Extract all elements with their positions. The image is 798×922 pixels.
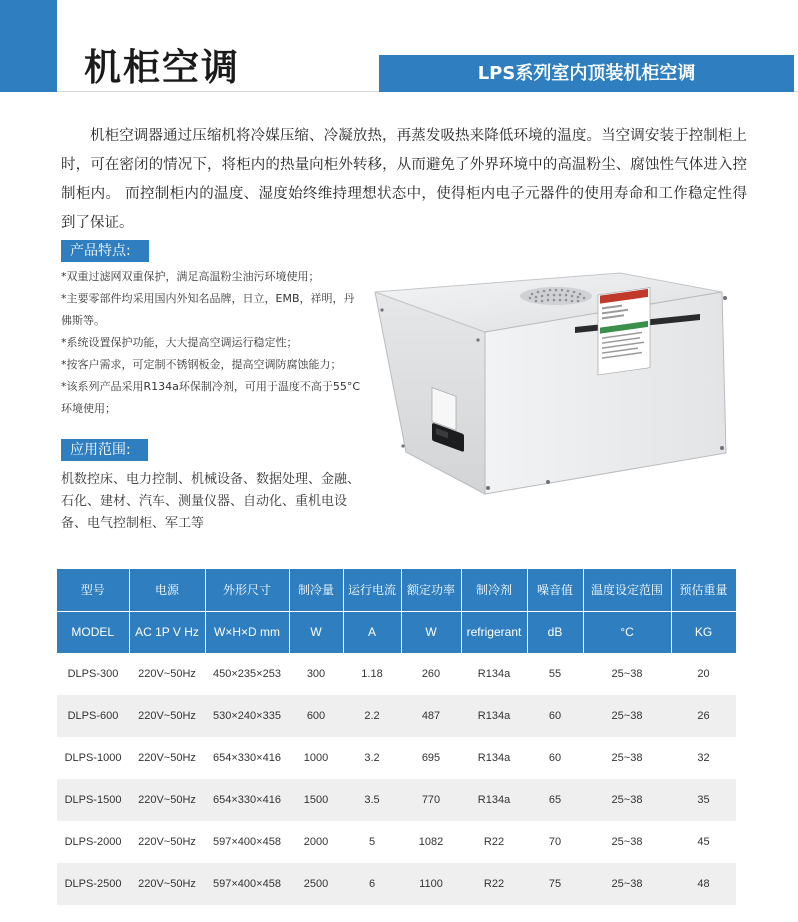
col-unit-header: refrigerant [461,611,527,653]
col-unit-header: A [343,611,401,653]
table-cell: 26 [671,695,736,737]
table-cell: 1082 [401,821,461,863]
table-cell: 487 [401,695,461,737]
table-cell: 654×330×416 [205,779,289,821]
table-cell: R134a [461,695,527,737]
spec-table [57,569,737,905]
table-cell: 260 [401,653,461,695]
feature-item: *系统设置保护功能，大大提高空调运行稳定性； [61,336,298,349]
table-cell: 2.2 [343,695,401,737]
col-header: 制冷量 [289,569,343,611]
table-cell: 530×240×335 [205,695,289,737]
table-cell: 55 [527,653,583,695]
table-cell: 45 [671,821,736,863]
col-header: 制冷剂 [461,569,527,611]
table-cell: R22 [461,863,527,905]
col-header: 电源 [129,569,205,611]
table-cell: R134a [461,737,527,779]
table-cell: 20 [671,653,736,695]
table-cell: DLPS-2000 [57,821,129,863]
table-cell: 3.2 [343,737,401,779]
table-cell: 25~38 [583,863,671,905]
table-cell: 220V~50Hz [129,863,205,905]
table-cell: R22 [461,821,527,863]
table-cell: 600 [289,695,343,737]
series-subtitle: LPS系列室内顶装机柜空调 [379,55,794,92]
col-unit-header: dB [527,611,583,653]
table-cell: 25~38 [583,821,671,863]
table-row [57,863,736,905]
table-cell: R134a [461,653,527,695]
table-header-row-en [57,611,736,653]
table-cell: 25~38 [583,695,671,737]
table-cell: 220V~50Hz [129,695,205,737]
feature-item: *双重过滤网双重保护，满足高温粉尘油污环境使用； [61,270,320,283]
col-unit-header: W [401,611,461,653]
col-unit-header: W×H×D mm [205,611,289,653]
table-cell: R134a [461,779,527,821]
features-heading: 产品特点: [61,240,149,262]
col-unit-header: W [289,611,343,653]
table-cell: 35 [671,779,736,821]
feature-item: *按客户需求，可定制不锈钢板金，提高空调防腐蚀能力； [61,358,342,371]
table-cell: 2000 [289,821,343,863]
applications-text: 机数控床、电力控制、机械设备、数据处理、金融、石化、建材、汽车、测量仪器、自动化、重机电设备、电气控制柜、军工等 [61,472,361,531]
table-cell: 25~38 [583,653,671,695]
table-cell: DLPS-300 [57,653,129,695]
col-unit-header: AC 1P V Hz [129,611,205,653]
table-cell: DLPS-2500 [57,863,129,905]
col-header: 运行电流 [343,569,401,611]
table-cell: 25~38 [583,737,671,779]
table-cell: 300 [289,653,343,695]
cabinet-air-conditioner-image [370,270,798,500]
table-cell: 450×235×253 [205,653,289,695]
corner-accent-block [0,0,57,92]
table-cell: 654×330×416 [205,737,289,779]
col-header: 噪音值 [527,569,583,611]
col-header: 预估重量 [671,569,736,611]
col-unit-header: KG [671,611,736,653]
table-cell: 220V~50Hz [129,779,205,821]
col-header: 额定功率 [401,569,461,611]
table-cell: 32 [671,737,736,779]
col-unit-header: °C [583,611,671,653]
intro-paragraph: 机柜空调器通过压缩机将冷媒压缩、冷凝放热，再蒸发吸热来降低环境的温度。当空调安装于控制柜上时，可在密闭的情况下，将柜内的热量向柜外转移，从而避免了外界环境中的高温粉尘、腐蚀性气体进入控制柜内。 而控制柜内的温度、湿度始终维持理想状态中，使得柜内电子元器件的使用寿命和工作稳定性得到了保证。 [61,128,747,231]
table-cell: 1500 [289,779,343,821]
table-cell: 2500 [289,863,343,905]
features-list [61,266,361,420]
feature-item: *该系列产品采用R134a环保制冷剂，可用于温度不高于55°C环境使用； [61,380,361,415]
table-row [57,737,736,779]
table-cell: 25~38 [583,779,671,821]
table-cell: 1.18 [343,653,401,695]
table-cell: DLPS-1500 [57,779,129,821]
col-header: 温度设定范围 [583,569,671,611]
spec-table-body [57,653,736,905]
table-cell: 70 [527,821,583,863]
table-cell: 597×400×458 [205,863,289,905]
table-cell: 60 [527,695,583,737]
table-cell: 597×400×458 [205,821,289,863]
col-header: 型号 [57,569,129,611]
table-cell: 60 [527,737,583,779]
table-cell: 6 [343,863,401,905]
table-cell: 65 [527,779,583,821]
table-cell: 1100 [401,863,461,905]
table-cell: 695 [401,737,461,779]
table-cell: 220V~50Hz [129,737,205,779]
table-cell: 5 [343,821,401,863]
col-header: 外形尺寸 [205,569,289,611]
table-cell: 220V~50Hz [129,821,205,863]
table-cell: DLPS-1000 [57,737,129,779]
table-cell: 75 [527,863,583,905]
table-cell: DLPS-600 [57,695,129,737]
table-cell: 1000 [289,737,343,779]
table-row [57,653,736,695]
table-row [57,695,736,737]
table-cell: 220V~50Hz [129,653,205,695]
table-cell: 770 [401,779,461,821]
table-cell: 3.5 [343,779,401,821]
table-row [57,779,736,821]
applications-heading: 应用范围: [61,439,148,461]
vent-grille [520,287,592,305]
table-cell: 48 [671,863,736,905]
page-title: 机柜空调 [84,46,240,89]
table-header-row-cn [57,569,736,611]
feature-item: *主要零部件均采用国内外知名品牌，日立，EMB，祥明，丹佛斯等。 [61,292,355,327]
col-unit-header: MODEL [57,611,129,653]
table-row [57,821,736,863]
